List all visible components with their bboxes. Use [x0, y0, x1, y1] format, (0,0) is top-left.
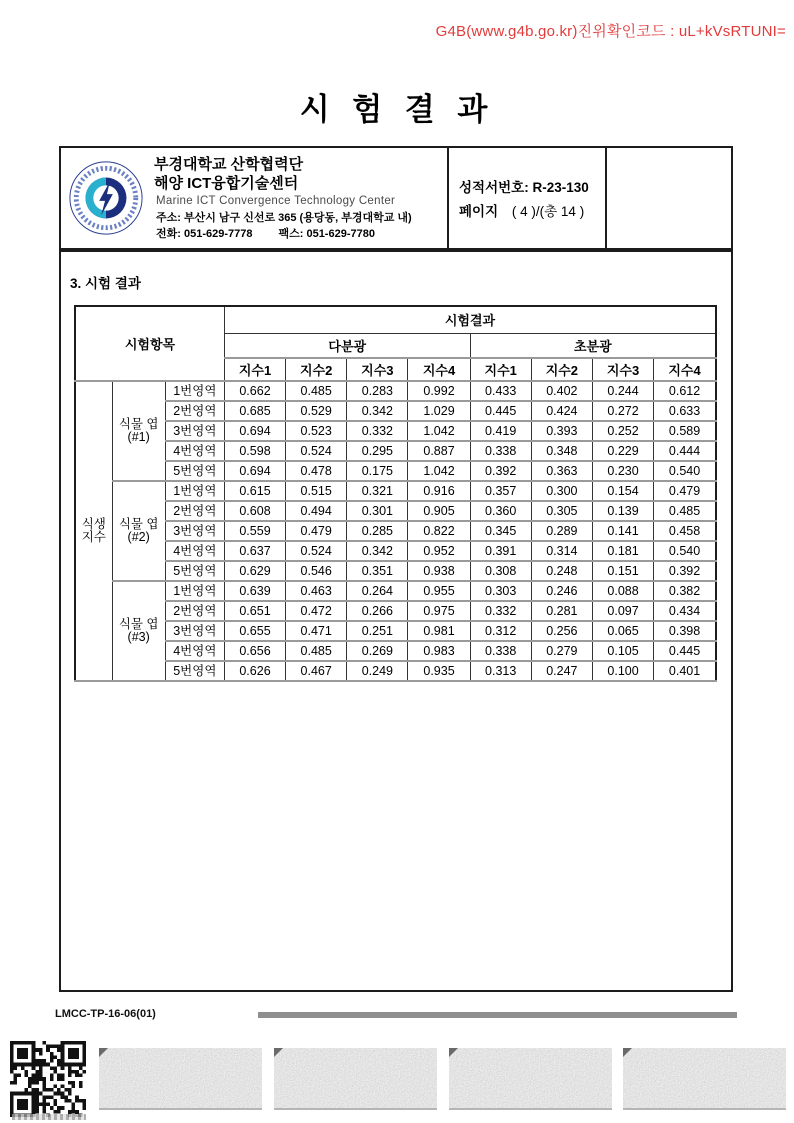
- value-cell: 0.348: [531, 441, 592, 461]
- value-cell: 0.351: [347, 561, 408, 581]
- value-cell: 0.975: [408, 601, 470, 621]
- value-cell: 0.887: [408, 441, 470, 461]
- value-cell: 0.244: [592, 381, 653, 401]
- value-cell: 0.685: [224, 401, 285, 421]
- value-cell: 0.608: [224, 501, 285, 521]
- table-row: [75, 441, 716, 461]
- value-cell: 0.100: [592, 661, 653, 681]
- value-cell: 0.312: [470, 621, 531, 641]
- value-cell: 0.230: [592, 461, 653, 481]
- org-name-kr-1: 부경대학교 산학협력단: [154, 155, 304, 173]
- table-row: [75, 421, 716, 441]
- table-row: [75, 601, 716, 621]
- value-cell: 0.303: [470, 581, 531, 601]
- header-index-8: 지수4: [654, 358, 716, 381]
- table-row: [75, 621, 716, 641]
- org-contact: [156, 226, 412, 242]
- value-cell: 0.252: [592, 421, 653, 441]
- value-cell: 0.615: [224, 481, 285, 501]
- report-header-box: [59, 146, 733, 250]
- table-row: [75, 661, 716, 681]
- value-cell: 0.392: [654, 561, 716, 581]
- value-cell: 0.434: [654, 601, 716, 621]
- header-empty-cell: [607, 148, 731, 248]
- value-cell: 0.300: [531, 481, 592, 501]
- value-cell: 0.478: [286, 461, 347, 481]
- results-table-body: [75, 381, 716, 681]
- value-cell: 0.629: [224, 561, 285, 581]
- value-cell: 0.246: [531, 581, 592, 601]
- value-cell: 0.285: [347, 521, 408, 541]
- value-cell: 0.981: [408, 621, 470, 641]
- value-cell: 0.485: [286, 641, 347, 661]
- value-cell: 0.391: [470, 541, 531, 561]
- footer-bar: [258, 1012, 737, 1018]
- value-cell: 0.141: [592, 521, 653, 541]
- value-cell: 0.314: [531, 541, 592, 561]
- value-cell: 0.229: [592, 441, 653, 461]
- value-cell: 0.523: [286, 421, 347, 441]
- org-phone: 전화: 051-629-7778: [156, 227, 253, 240]
- value-cell: 0.264: [347, 581, 408, 601]
- area-label: 2번영역: [165, 401, 224, 421]
- value-cell: 0.301: [347, 501, 408, 521]
- header-index-2: 지수2: [286, 358, 347, 381]
- value-cell: 0.181: [592, 541, 653, 561]
- value-cell: 0.279: [531, 641, 592, 661]
- value-cell: 0.546: [286, 561, 347, 581]
- header-index-1: 지수1: [224, 358, 285, 381]
- leaf-group-label: 식물 엽 (#1): [112, 381, 165, 481]
- value-cell: 0.272: [592, 401, 653, 421]
- value-cell: 0.283: [347, 381, 408, 401]
- leaf-group-label: 식물 엽 (#2): [112, 481, 165, 581]
- page-label: 페이지: [459, 204, 499, 219]
- header-index-4: 지수4: [408, 358, 470, 381]
- header-index-5: 지수1: [470, 358, 531, 381]
- area-label: 2번영역: [165, 501, 224, 521]
- value-cell: 0.983: [408, 641, 470, 661]
- value-cell: 0.694: [224, 461, 285, 481]
- org-fax: 팩스: 051-629-7780: [278, 227, 375, 240]
- value-cell: 0.633: [654, 401, 716, 421]
- header-index-7: 지수3: [592, 358, 653, 381]
- area-label: 3번영역: [165, 421, 224, 441]
- value-cell: 0.342: [347, 541, 408, 561]
- value-cell: 0.269: [347, 641, 408, 661]
- area-label: 4번영역: [165, 641, 224, 661]
- org-address: 주소: 부산시 남구 신선로 365 (용당동, 부경대학교 내): [156, 211, 412, 224]
- value-cell: 0.494: [286, 501, 347, 521]
- qr-code: [10, 1041, 86, 1117]
- area-label: 3번영역: [165, 621, 224, 641]
- report-body-box: [59, 250, 733, 992]
- noise-patch-1: [99, 1048, 262, 1110]
- value-cell: 0.393: [531, 421, 592, 441]
- value-cell: 0.651: [224, 601, 285, 621]
- value-cell: 1.029: [408, 401, 470, 421]
- header-report-info-cell: [449, 148, 607, 248]
- value-cell: 0.955: [408, 581, 470, 601]
- value-cell: 0.515: [286, 481, 347, 501]
- table-row: [75, 501, 716, 521]
- value-cell: 0.295: [347, 441, 408, 461]
- table-row: [75, 521, 716, 541]
- value-cell: 0.559: [224, 521, 285, 541]
- header-org-cell: [61, 148, 449, 248]
- value-cell: 0.458: [654, 521, 716, 541]
- area-label: 1번영역: [165, 481, 224, 501]
- value-cell: 0.822: [408, 521, 470, 541]
- value-cell: 0.398: [654, 621, 716, 641]
- report-number-value: R-23-130: [532, 180, 589, 195]
- value-cell: 0.392: [470, 461, 531, 481]
- table-row: [75, 561, 716, 581]
- value-cell: 0.444: [654, 441, 716, 461]
- value-cell: 0.308: [470, 561, 531, 581]
- value-cell: 0.065: [592, 621, 653, 641]
- value-cell: 0.305: [531, 501, 592, 521]
- value-cell: 0.342: [347, 401, 408, 421]
- value-cell: 0.445: [470, 401, 531, 421]
- header-test-result: 시험결과: [224, 306, 716, 333]
- value-cell: 0.401: [654, 661, 716, 681]
- noise-patch-2: [274, 1048, 437, 1110]
- value-cell: 0.248: [531, 561, 592, 581]
- value-cell: 0.345: [470, 521, 531, 541]
- value-cell: 0.445: [654, 641, 716, 661]
- value-cell: 0.472: [286, 601, 347, 621]
- value-cell: 0.589: [654, 421, 716, 441]
- report-number-line: [459, 176, 605, 196]
- value-cell: 0.626: [224, 661, 285, 681]
- value-cell: 0.363: [531, 461, 592, 481]
- value-cell: 0.154: [592, 481, 653, 501]
- value-cell: 0.433: [470, 381, 531, 401]
- value-cell: 0.637: [224, 541, 285, 561]
- value-cell: 0.639: [224, 581, 285, 601]
- value-cell: 0.175: [347, 461, 408, 481]
- value-cell: 0.916: [408, 481, 470, 501]
- value-cell: 1.042: [408, 421, 470, 441]
- value-cell: 0.485: [286, 381, 347, 401]
- value-cell: 0.249: [347, 661, 408, 681]
- value-cell: 1.042: [408, 461, 470, 481]
- table-row: [75, 541, 716, 561]
- value-cell: 0.419: [470, 421, 531, 441]
- value-cell: 0.540: [654, 541, 716, 561]
- value-cell: 0.479: [654, 481, 716, 501]
- value-cell: 0.321: [347, 481, 408, 501]
- value-cell: 0.402: [531, 381, 592, 401]
- value-cell: 0.467: [286, 661, 347, 681]
- table-row: [75, 481, 716, 501]
- table-row: [75, 641, 716, 661]
- value-cell: 0.694: [224, 421, 285, 441]
- value-cell: 0.598: [224, 441, 285, 461]
- value-cell: 0.256: [531, 621, 592, 641]
- value-cell: 0.105: [592, 641, 653, 661]
- value-cell: 0.338: [470, 641, 531, 661]
- noise-patch-3: [449, 1048, 612, 1110]
- area-label: 1번영역: [165, 581, 224, 601]
- value-cell: 0.524: [286, 541, 347, 561]
- value-cell: 0.612: [654, 381, 716, 401]
- area-label: 5번영역: [165, 461, 224, 481]
- value-cell: 0.479: [286, 521, 347, 541]
- org-name-kr-2: 해양 ICT융합기술센터: [154, 174, 299, 192]
- university-logo-icon: [67, 159, 145, 237]
- org-name-en: Marine ICT Convergence Technology Center: [156, 194, 396, 207]
- value-cell: 0.471: [286, 621, 347, 641]
- table-row: [75, 581, 716, 601]
- qr-caption-strip: [12, 1114, 86, 1120]
- area-label: 4번영역: [165, 441, 224, 461]
- value-cell: 0.524: [286, 441, 347, 461]
- row-group-label: 식생 지수: [75, 381, 112, 681]
- section-title: 3. 시험 결과: [70, 276, 141, 291]
- header-index-6: 지수2: [531, 358, 592, 381]
- value-cell: 0.938: [408, 561, 470, 581]
- value-cell: 0.952: [408, 541, 470, 561]
- value-cell: 0.992: [408, 381, 470, 401]
- area-label: 3번영역: [165, 521, 224, 541]
- report-number-label: 성적서번호:: [459, 180, 529, 195]
- value-cell: 0.332: [347, 421, 408, 441]
- value-cell: 0.463: [286, 581, 347, 601]
- area-label: 1번영역: [165, 381, 224, 401]
- value-cell: 0.424: [531, 401, 592, 421]
- value-cell: 0.357: [470, 481, 531, 501]
- value-cell: 0.338: [470, 441, 531, 461]
- value-cell: 0.935: [408, 661, 470, 681]
- page-number-line: [459, 200, 605, 220]
- value-cell: 0.360: [470, 501, 531, 521]
- area-label: 2번영역: [165, 601, 224, 621]
- value-cell: 0.540: [654, 461, 716, 481]
- value-cell: 0.151: [592, 561, 653, 581]
- value-cell: 0.655: [224, 621, 285, 641]
- value-cell: 0.905: [408, 501, 470, 521]
- page-value: ( 4 )/(총 14 ): [511, 204, 585, 219]
- leaf-group-label: 식물 엽 (#3): [112, 581, 165, 681]
- header-group-multispectral: 다분광: [224, 333, 470, 358]
- value-cell: 0.139: [592, 501, 653, 521]
- value-cell: 0.289: [531, 521, 592, 541]
- noise-patch-4: [623, 1048, 786, 1110]
- value-cell: 0.529: [286, 401, 347, 421]
- table-row: [75, 381, 716, 401]
- value-cell: 0.485: [654, 501, 716, 521]
- value-cell: 0.656: [224, 641, 285, 661]
- value-cell: 0.313: [470, 661, 531, 681]
- table-row: [75, 401, 716, 421]
- area-label: 4번영역: [165, 541, 224, 561]
- results-table: [74, 305, 717, 682]
- value-cell: 0.281: [531, 601, 592, 621]
- value-cell: 0.247: [531, 661, 592, 681]
- header-test-item: 시험항목: [75, 306, 224, 381]
- value-cell: 0.382: [654, 581, 716, 601]
- value-cell: 0.251: [347, 621, 408, 641]
- table-row: [75, 461, 716, 481]
- header-index-3: 지수3: [347, 358, 408, 381]
- page-title: 시 험 결 과: [299, 92, 495, 127]
- area-label: 5번영역: [165, 661, 224, 681]
- value-cell: 0.088: [592, 581, 653, 601]
- value-cell: 0.332: [470, 601, 531, 621]
- area-label: 5번영역: [165, 561, 224, 581]
- value-cell: 0.662: [224, 381, 285, 401]
- verification-code: G4B(www.g4b.go.kr)진위확인코드 : uL+kVsRTUNI=: [435, 23, 786, 40]
- value-cell: 0.097: [592, 601, 653, 621]
- header-group-hyperspectral: 초분광: [470, 333, 716, 358]
- document-code: LMCC-TP-16-06(01): [55, 1008, 156, 1020]
- value-cell: 0.266: [347, 601, 408, 621]
